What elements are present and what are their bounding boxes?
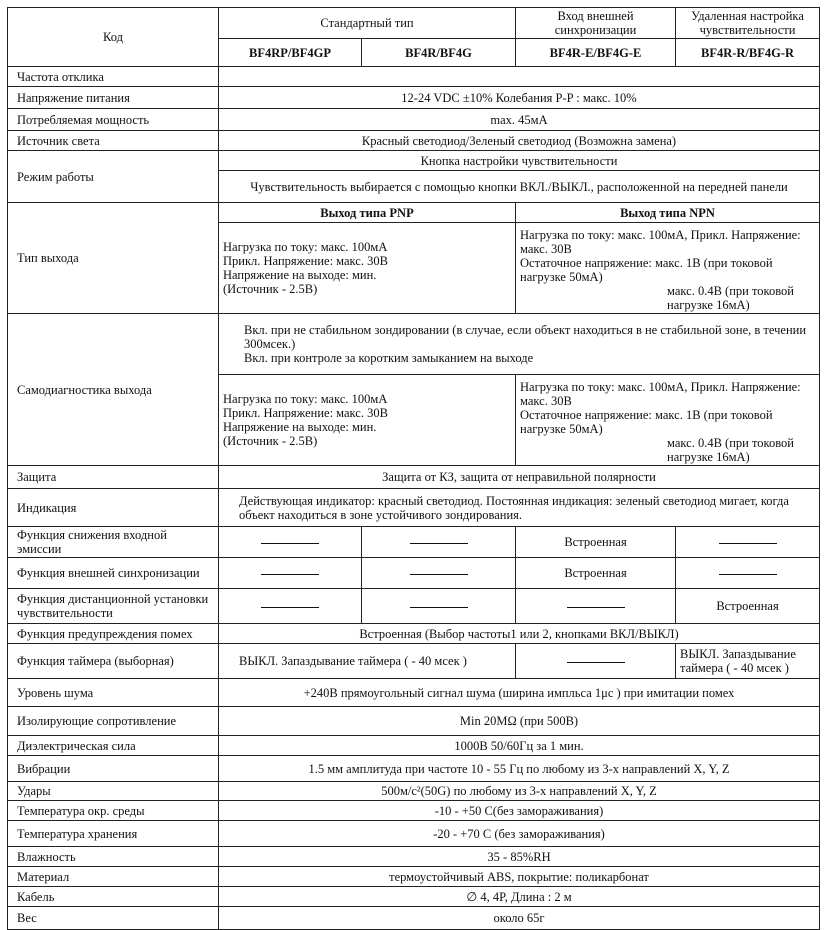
npn-spec (516, 223, 820, 314)
pnp-line: Напряжение на выходе: мин. (223, 268, 377, 282)
material-value: термоустойчивый ABS, покрытие: поликарбонат (219, 867, 820, 887)
remote-label: Функция дистанционной установки чувствительности (8, 589, 219, 624)
npn-line: Нагрузка по току: макс. 100мА, Прикл. Напряжение: макс. 30В (520, 228, 801, 256)
diag-npn-line: Нагрузка по току: макс. 100мА, Прикл. Напряжение: макс. 30В (520, 380, 801, 408)
indication-label: Индикация (8, 489, 219, 527)
shock-label: Удары (8, 782, 219, 801)
noise-label: Уровень шума (8, 679, 219, 707)
model-bf4r: BF4R/BF4G (362, 39, 516, 67)
npn-line: макс. 0.4В (при токовой нагрузке 16мА) (667, 284, 794, 312)
extsync-dash (219, 558, 362, 589)
diag-lines (219, 314, 820, 375)
model-bf4rp: BF4RP/BF4GP (219, 39, 362, 67)
pnp-line: Прикл. Напряжение: макс. 30В (223, 254, 388, 268)
indication-value: Действующая индикатор: красный светодиод. Постоянная индикация: зеленый светодиод мигает, когда объект находиться в зоне устойчивого зондирования. (219, 489, 820, 527)
temp-store-value: -20 - +70 С (без замораживания) (219, 821, 820, 847)
diag-npn-line: макс. 0.4В (при токовой нагрузке 16мА) (667, 436, 794, 464)
pnp-line: Нагрузка по току: макс. 100мА (223, 240, 388, 254)
output-label: Тип выхода (8, 203, 219, 314)
diag-pnp-spec (219, 375, 516, 466)
temp-amb-label: Температура окр. среды (8, 801, 219, 821)
power-value: max. 45мА (219, 109, 820, 131)
npn-line: Остаточное напряжение: макс. 1В (при токовой нагрузке 50мА) (520, 256, 773, 284)
insulation-value: Min 20MΩ (при 500В) (219, 707, 820, 736)
protect-value: Защита от КЗ, защита от неправильной полярности (219, 466, 820, 489)
mode-value-1: Кнопка настройки чувствительности (219, 151, 820, 171)
emission-value: Встроенная (516, 527, 676, 558)
humidity-label: Влажность (8, 847, 219, 867)
diag-npn-line: Остаточное напряжение: макс. 1В (при токовой нагрузке 50мА) (520, 408, 773, 436)
extsync-label: Функция внешней синхронизации (8, 558, 219, 589)
power-label: Потребляемая мощность (8, 109, 219, 131)
light-value: Красный светодиод/Зеленый светодиод (Возможна замена) (219, 131, 820, 151)
shock-value: 500м/с²(50G) по любому из 3-х направлений X, Y, Z (219, 782, 820, 801)
npn-header: Выход типа NPN (516, 203, 820, 223)
timer-value-1: ВЫКЛ. Запаздывание таймера ( - 40 мсек ) (219, 644, 516, 679)
sync-header: Вход внешней синхронизации (516, 8, 676, 39)
emission-label: Функция снижения входной эмиссии (8, 527, 219, 558)
remote-value: Встроенная (676, 589, 820, 624)
freq-label: Частота отклика (8, 67, 219, 87)
emission-dash (676, 527, 820, 558)
insulation-label: Изолирующие сопротивление (8, 707, 219, 736)
cable-value: ∅ 4, 4P, Длина : 2 м (219, 887, 820, 907)
remote-header: Удаленная настройка чувствительности (676, 8, 820, 39)
diag-pnp-line: Прикл. Напряжение: макс. 30В (223, 406, 388, 420)
dielectric-label: Диэлектрическая сила (8, 736, 219, 756)
diag-pnp-line: Напряжение на выходе: мин. (223, 420, 377, 434)
emission-dash (362, 527, 516, 558)
voltage-label: Напряжение питания (8, 87, 219, 109)
freq-value (219, 67, 820, 87)
diag-line: Вкл. при контроле за коротким замыканием на выходе (244, 351, 534, 365)
model-bf4r-e: BF4R-E/BF4G-E (516, 39, 676, 67)
weight-value: около 65г (219, 907, 820, 930)
pnp-line: (Источник - 2.5В) (223, 282, 318, 296)
timer-value-2: ВЫКЛ. Запаздывание таймера ( - 40 мсек ) (676, 644, 820, 679)
interference-value: Встроенная (Выбор частоты1 или 2, кнопками ВКЛ/ВЫКЛ) (219, 624, 820, 644)
remote-dash (219, 589, 362, 624)
diag-npn-spec (516, 375, 820, 466)
timer-label: Функция таймера (выборная) (8, 644, 219, 679)
spec-table (7, 7, 820, 930)
diag-line: Вкл. при не стабильном зондировании (в случае, если объект находиться в не стабильной зоне, в течении 300мсек.) (244, 323, 807, 351)
voltage-value: 12-24 VDC ±10% Колебания P-P : макс. 10% (219, 87, 820, 109)
mode-label: Режим работы (8, 151, 219, 203)
noise-value: +240В прямоугольный сигнал шума (ширина импльса 1μс ) при имитации помех (219, 679, 820, 707)
dielectric-value: 1000В 50/60Гц за 1 мин. (219, 736, 820, 756)
standard-type-header: Стандартный тип (219, 8, 516, 39)
model-bf4r-r: BF4R-R/BF4G-R (676, 39, 820, 67)
mode-value-2: Чувствительность выбирается с помощью кнопки ВКЛ./ВЫКЛ., расположенной на передней панели (219, 171, 820, 203)
vibration-label: Вибрации (8, 756, 219, 782)
pnp-spec (219, 223, 516, 314)
emission-dash (219, 527, 362, 558)
light-label: Источник света (8, 131, 219, 151)
weight-label: Вес (8, 907, 219, 930)
remote-dash (362, 589, 516, 624)
extsync-dash (362, 558, 516, 589)
timer-dash (516, 644, 676, 679)
diag-label: Самодиагностика выхода (8, 314, 219, 466)
temp-amb-value: -10 - +50 С(без замораживания) (219, 801, 820, 821)
vibration-value: 1.5 мм амплитуда при частоте 10 - 55 Гц по любому из 3-х направлений X, Y, Z (219, 756, 820, 782)
diag-pnp-line: (Источник - 2.5В) (223, 434, 318, 448)
protect-label: Защита (8, 466, 219, 489)
extsync-dash (676, 558, 820, 589)
diag-pnp-line: Нагрузка по току: макс. 100мА (223, 392, 388, 406)
code-header: Код (8, 8, 219, 67)
temp-store-label: Температура хранения (8, 821, 219, 847)
humidity-value: 35 - 85%RH (219, 847, 820, 867)
material-label: Материал (8, 867, 219, 887)
remote-dash (516, 589, 676, 624)
extsync-value: Встроенная (516, 558, 676, 589)
cable-label: Кабель (8, 887, 219, 907)
pnp-header: Выход типа PNP (219, 203, 516, 223)
interference-label: Функция предупреждения помех (8, 624, 219, 644)
